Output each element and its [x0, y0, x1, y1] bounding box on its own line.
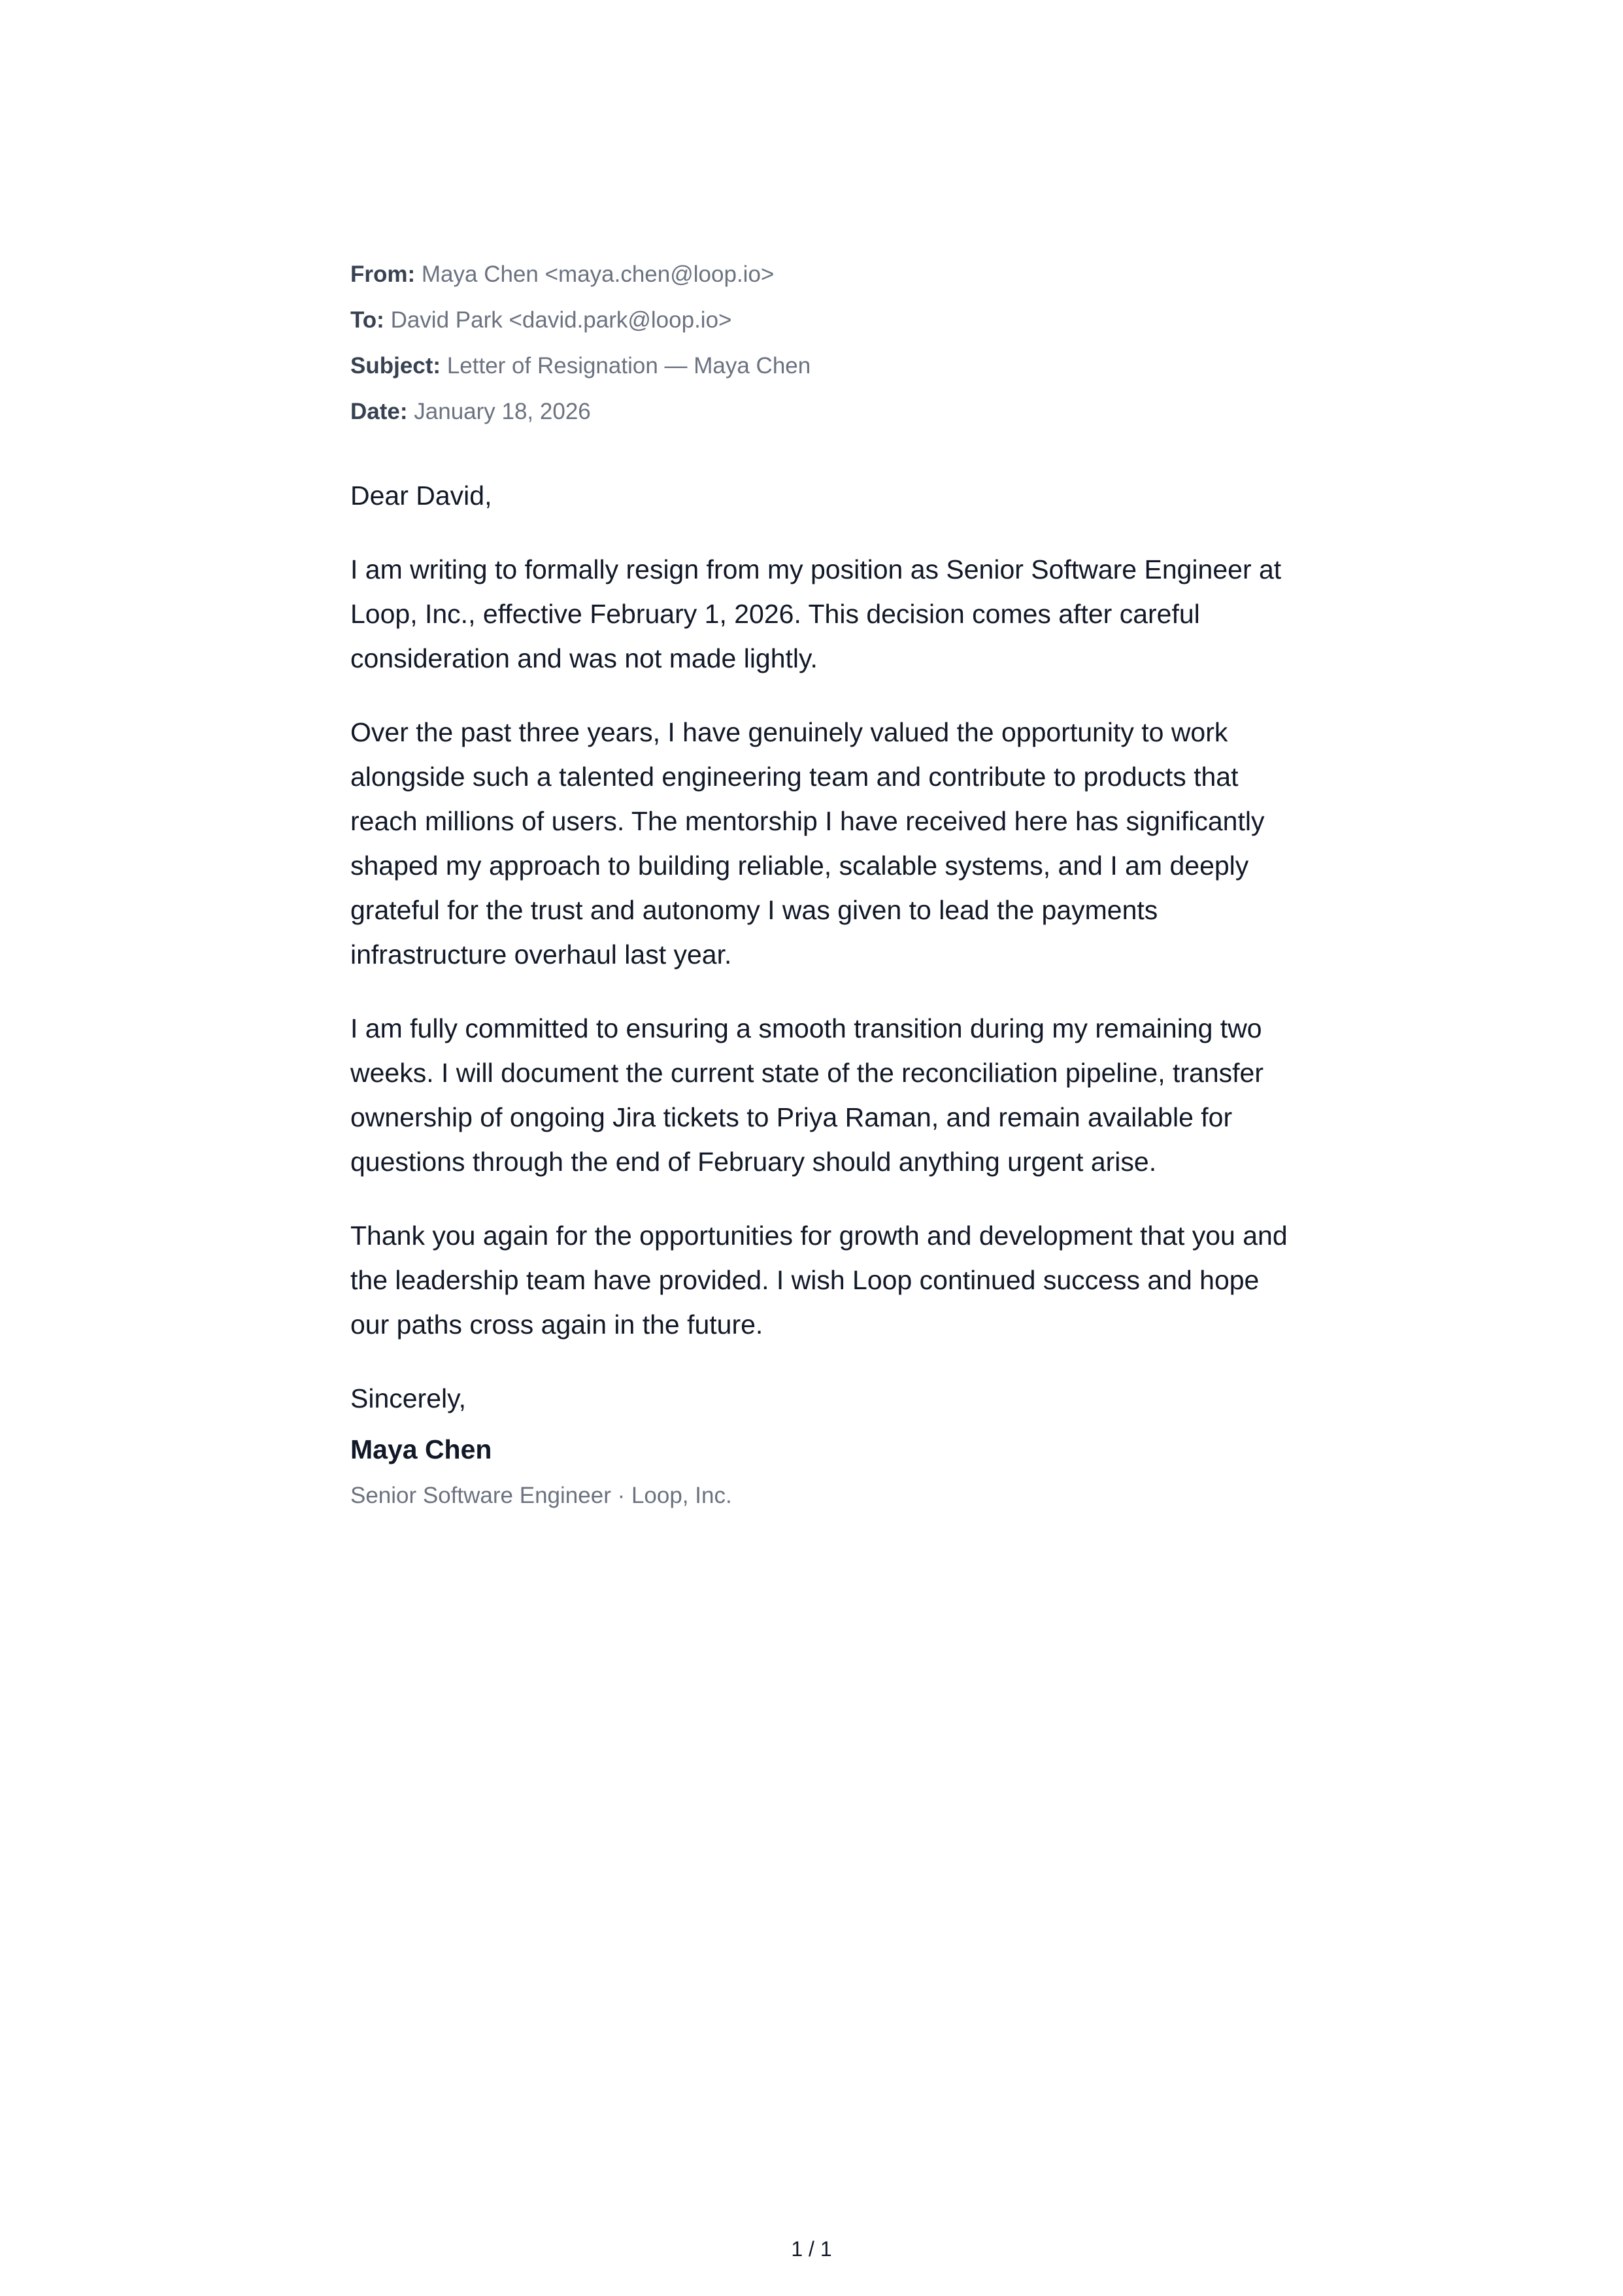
- subject-line: [350, 343, 1292, 389]
- paragraph-4: Thank you again for the opportunities for growth and development that you and the leadership team have provided. I wish Loop continued success and hope our paths cross again in the future.: [350, 1221, 1288, 1340]
- subject-value: Letter of Resignation — Maya Chen: [446, 353, 811, 379]
- date-value: January 18, 2026: [414, 399, 591, 424]
- signature-title: Senior Software Engineer · Loop, Inc.: [350, 1483, 732, 1508]
- page-number: 1 / 1: [791, 2237, 832, 2261]
- letter-content: [350, 252, 1292, 1516]
- paragraph-3: I am fully committed to ensuring a smooth transition during my remaining two weeks. I will document the current state of the reconciliation pipeline, transfer ownership of ongoing Jira tickets to Priya Raman, and remain available for questions through the end of February should anything urgent arise.: [350, 1013, 1263, 1177]
- subject-label: Subject:: [350, 353, 441, 379]
- from-value: Maya Chen <maya.chen@loop.io>: [421, 262, 775, 287]
- closing: Sincerely,: [350, 1383, 466, 1413]
- greeting: Dear David,: [350, 481, 492, 511]
- from-line: [350, 252, 1292, 297]
- email-header: [350, 252, 1292, 435]
- date-line: [350, 389, 1292, 435]
- to-line: [350, 297, 1292, 343]
- paragraph-2: Over the past three years, I have genuinely valued the opportunity to work alongside such a talented engineering team and contribute to products that reach millions of users. The mentorship I have received here has significantly shaped my approach to building reliable, scalable systems, and I am deeply grateful for the trust and autonomy I was given to lead the payments infrastructure overhaul last year.: [350, 717, 1265, 970]
- date-label: Date:: [350, 399, 408, 424]
- to-value: David Park <david.park@loop.io>: [390, 307, 732, 333]
- paragraph-1: I am writing to formally resign from my position as Senior Software Engineer at Loop, Inc., effective February 1, 2026. This decision comes after careful consideration and was not made lightly.: [350, 554, 1282, 673]
- signature-name: Maya Chen: [350, 1434, 492, 1464]
- to-label: To:: [350, 307, 384, 333]
- from-label: From:: [350, 262, 416, 287]
